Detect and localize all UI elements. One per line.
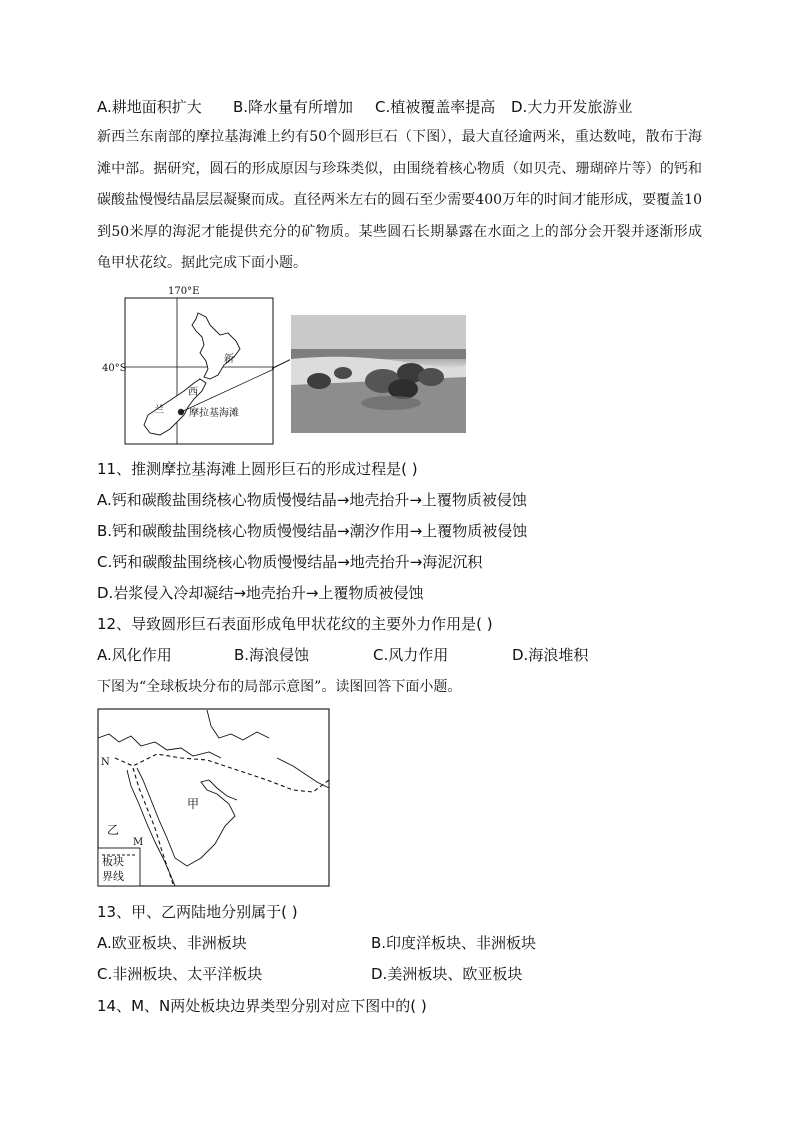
q11-option-d: D.岩浆侵入冷却凝结→地壳抬升→上覆物质被侵蚀 [97, 584, 424, 602]
q11-stem: 11、推测摩拉基海滩上圆形巨石的形成过程是( ) [97, 460, 418, 478]
label-yi: 乙 [107, 823, 120, 837]
intro-paragraph-moeraki: 新西兰东南部的摩拉基海滩上约有50个圆形巨石（下图），最大直径逾两米，重达数吨，散布于海滩中部。据研究，圆石的形成原因与珍珠类似，由围绕着核心物质（如贝壳、珊瑚碎片等）的钙和碳酸盐慢慢结晶层层凝聚而成。直径两米左右的圆石至少需要400万年的时间才能形成，要覆盖10到50米厚的海泥才能提供充分的矿物质。某些圆石长期暴露在水面之上的部分会开裂并逐渐形成龟甲状花纹。据此完成下面小题。 [97, 129, 702, 271]
label-jia: 甲 [187, 797, 200, 811]
label-m: M [133, 837, 144, 848]
boulders-illustration [291, 315, 466, 433]
q10-option-d: D.大力开发旅游业 [511, 98, 633, 116]
legend-text-1: 板块 [102, 855, 124, 868]
intro-paragraph-plates: 下图为“全球板块分布的局部示意图”。读图回答下面小题。 [97, 679, 462, 695]
q12-option-b: B.海浪侵蚀 [234, 646, 310, 664]
q12-options [97, 645, 588, 665]
q13-option-a: A.欧亚板块、非洲板块 [97, 934, 247, 952]
q12-option-d: D.海浪堆积 [512, 646, 589, 664]
q12-option-a: A.风化作用 [97, 646, 172, 664]
q12-option-c: C.风力作用 [373, 646, 449, 664]
q12-stem: 12、导致圆形巨石表面形成龟甲状花纹的主要外力作用是( ) [97, 615, 493, 633]
q11-option-c: C.钙和碳酸盐围绕核心物质慢慢结晶→地壳抬升→海泥沉积 [97, 553, 483, 571]
south-label-xi: 西 [188, 387, 198, 398]
q14-stem: 14、M、N两处板块边界类型分别对应下图中的( ) [97, 997, 427, 1015]
pointer-line-extension [272, 359, 290, 369]
latitude-label: 40°S [102, 363, 127, 374]
legend-text-2: 界线 [102, 870, 124, 883]
q10-options [97, 97, 632, 117]
q13-option-d: D.美洲板块、欧亚板块 [371, 965, 523, 983]
q13-option-c: C.非洲板块、太平洋板块 [97, 965, 263, 983]
q13-option-b: B.印度洋板块、非洲板块 [371, 934, 537, 952]
q10-option-b: B.降水量有所增加 [233, 98, 354, 116]
north-island-label: 新 [224, 354, 234, 365]
beach-label: 摩拉基海滩 [189, 408, 239, 419]
label-n: N [101, 757, 110, 768]
q10-option-c: C.植被覆盖率提高 [375, 98, 496, 116]
longitude-label: 170°E [168, 286, 200, 297]
new-zealand-map [102, 283, 274, 447]
q10-option-a: A.耕地面积扩大 [97, 98, 202, 116]
q11-option-b: B.钙和碳酸盐围绕核心物质慢慢结晶→潮汐作用→上覆物质被侵蚀 [97, 522, 528, 540]
q11-option-a: A.钙和碳酸盐围绕核心物质慢慢结晶→地壳抬升→上覆物质被侵蚀 [97, 491, 527, 509]
plate-boundary-map [97, 708, 331, 888]
south-label-lan: 兰 [154, 405, 164, 416]
q13-stem: 13、甲、乙两陆地分别属于( ) [97, 903, 298, 921]
boulders-photo [291, 315, 466, 433]
